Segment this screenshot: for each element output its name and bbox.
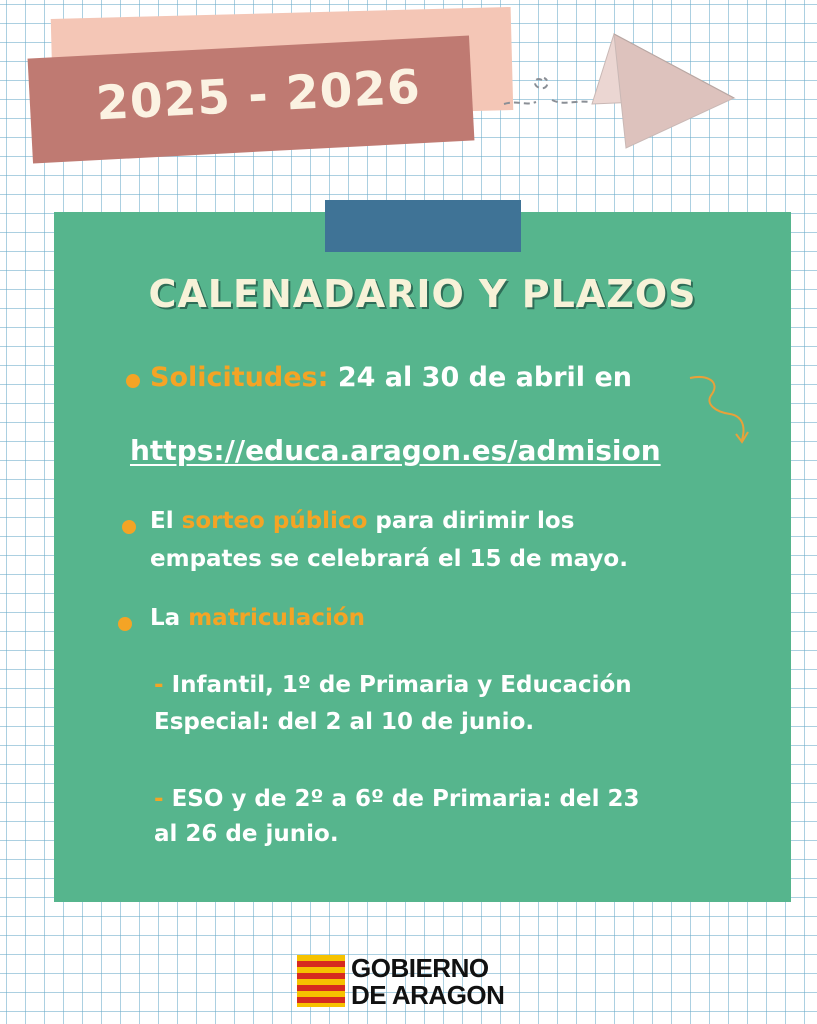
infantil-line-1 (154, 672, 632, 698)
paper-plane-icon (498, 30, 738, 150)
aragon-flag-icon (297, 955, 345, 1007)
infantil-line-2: Especial: del 2 al 10 de junio. (154, 709, 535, 735)
eso-text: ESO y de 2º a 6º de Primaria: del 23 (171, 786, 640, 812)
decorative-tape (325, 200, 521, 252)
school-year-title: 2025 - 2026 (94, 59, 423, 132)
sorteo-line-2: empates se celebrará el 15 de mayo. (150, 546, 628, 572)
eso-dash: - (154, 786, 164, 812)
card-title: CALENADARIO Y PLAZOS (148, 272, 697, 316)
bullet-solicitudes (126, 374, 140, 388)
eso-line-1 (154, 786, 640, 812)
solicitudes-line (150, 362, 632, 393)
sorteo-highlight: sorteo público (181, 508, 368, 534)
matriculacion-highlight: matriculación (188, 605, 366, 631)
sorteo-prefix: El (150, 508, 174, 534)
curved-arrow-icon (686, 372, 756, 452)
logo-line-2: DE ARAGON (351, 980, 505, 1010)
bullet-matriculacion (118, 617, 132, 631)
solicitudes-label: Solicitudes: (150, 362, 329, 393)
bullet-sorteo (122, 520, 136, 534)
infantil-text: Infantil, 1º de Primaria y Educación (171, 672, 632, 698)
matriculacion-prefix: La (150, 605, 181, 631)
admision-link[interactable]: https://educa.aragon.es/admision (130, 434, 661, 467)
logo-line-1: GOBIERNO (351, 953, 489, 983)
solicitudes-dates: 24 al 30 de abril en (337, 362, 632, 393)
sorteo-line-1 (150, 508, 574, 534)
sorteo-text: para dirimir los (375, 508, 575, 534)
eso-line-2: al 26 de junio. (154, 821, 339, 847)
matriculacion-heading (150, 605, 365, 631)
infantil-dash: - (154, 672, 164, 698)
